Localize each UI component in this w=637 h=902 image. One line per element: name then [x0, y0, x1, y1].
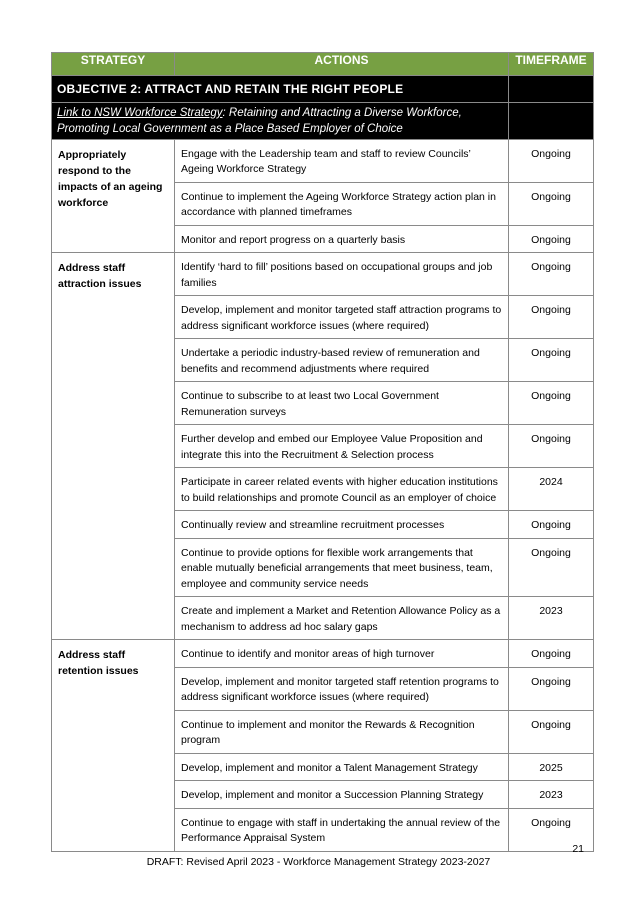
action-cell: Monitor and report progress on a quarterly basis	[175, 225, 509, 253]
timeframe-cell: Ongoing	[509, 139, 594, 182]
objective-link-row	[52, 102, 594, 139]
table-header-row	[52, 53, 594, 76]
action-cell: Continue to implement the Ageing Workforce Strategy action plan in accordance with planned timeframes	[175, 182, 509, 225]
timeframe-cell: Ongoing	[509, 425, 594, 468]
timeframe-cell: Ongoing	[509, 710, 594, 753]
action-cell: Engage with the Leadership team and staff to review Councils’ Ageing Workforce Strategy	[175, 139, 509, 182]
strategy-cell: Appropriately respond to the impacts of an ageing workforce	[52, 139, 175, 253]
objective-title-row	[52, 76, 594, 103]
action-cell: Continue to implement and monitor the Rewards & Recognition program	[175, 710, 509, 753]
objective-link-description: : Retaining and Attracting a Diverse Workforce, Promoting Local Government as a Place Based Employer of Choice	[57, 106, 462, 135]
page-footer: DRAFT: Revised April 2023 - Workforce Management Strategy 2023-2027	[146, 856, 491, 868]
header-timeframe: TIMEFRAME	[509, 53, 594, 76]
action-cell: Continue to subscribe to at least two Local Government Remuneration surveys	[175, 382, 509, 425]
strategy-cell: Address staff retention issues	[52, 640, 175, 852]
action-cell: Participate in career related events with higher education institutions to build relationships and promote Council as an employer of choice	[175, 468, 509, 511]
action-cell: Create and implement a Market and Retention Allowance Policy as a mechanism to address ad hoc salary gaps	[175, 597, 509, 640]
action-cell: Further develop and embed our Employee Value Proposition and integrate this into the Recruitment & Selection process	[175, 425, 509, 468]
strategy-table	[51, 52, 594, 852]
page-number: 21	[572, 843, 584, 855]
action-cell: Continue to provide options for flexible work arrangements that enable mutually beneficial arrangements that meet business, team, employee and community service needs	[175, 538, 509, 597]
table-row	[52, 139, 594, 182]
timeframe-cell: Ongoing	[509, 808, 594, 851]
action-cell: Identify ‘hard to fill’ positions based on occupational groups and job families	[175, 253, 509, 296]
action-cell: Develop, implement and monitor a Talent Management Strategy	[175, 753, 509, 781]
action-cell: Undertake a periodic industry-based review of remuneration and benefits and recommend adjustments where required	[175, 339, 509, 382]
strategy-cell: Address staff attraction issues	[52, 253, 175, 640]
table-row	[52, 640, 594, 668]
timeframe-cell: Ongoing	[509, 511, 594, 539]
timeframe-cell: Ongoing	[509, 182, 594, 225]
timeframe-cell: 2025	[509, 753, 594, 781]
action-cell: Continually review and streamline recruitment processes	[175, 511, 509, 539]
action-cell: Develop, implement and monitor targeted staff retention programs to address significant workforce issues (where required)	[175, 667, 509, 710]
timeframe-cell: 2023	[509, 597, 594, 640]
objective-link-blank	[509, 102, 594, 139]
timeframe-cell: 2023	[509, 781, 594, 809]
action-cell: Develop, implement and monitor a Succession Planning Strategy	[175, 781, 509, 809]
timeframe-cell: Ongoing	[509, 296, 594, 339]
timeframe-cell: Ongoing	[509, 382, 594, 425]
header-strategy: STRATEGY	[52, 53, 175, 76]
timeframe-cell: Ongoing	[509, 225, 594, 253]
timeframe-cell: Ongoing	[509, 538, 594, 597]
table-row	[52, 253, 594, 296]
timeframe-cell: Ongoing	[509, 339, 594, 382]
nsw-workforce-strategy-link[interactable]: Link to NSW Workforce Strategy	[57, 106, 223, 119]
action-cell: Develop, implement and monitor targeted staff attraction programs to address significant workforce issues (where required)	[175, 296, 509, 339]
objective-link-cell	[52, 102, 509, 139]
timeframe-cell: 2024	[509, 468, 594, 511]
action-cell: Continue to identify and monitor areas of high turnover	[175, 640, 509, 668]
action-cell: Continue to engage with staff in undertaking the annual review of the Performance Appraisal System	[175, 808, 509, 851]
objective-title: OBJECTIVE 2: ATTRACT AND RETAIN THE RIGHT PEOPLE	[52, 76, 509, 103]
timeframe-cell: Ongoing	[509, 253, 594, 296]
timeframe-cell: Ongoing	[509, 640, 594, 668]
header-actions: ACTIONS	[175, 53, 509, 76]
timeframe-cell: Ongoing	[509, 667, 594, 710]
objective-title-blank	[509, 76, 594, 103]
